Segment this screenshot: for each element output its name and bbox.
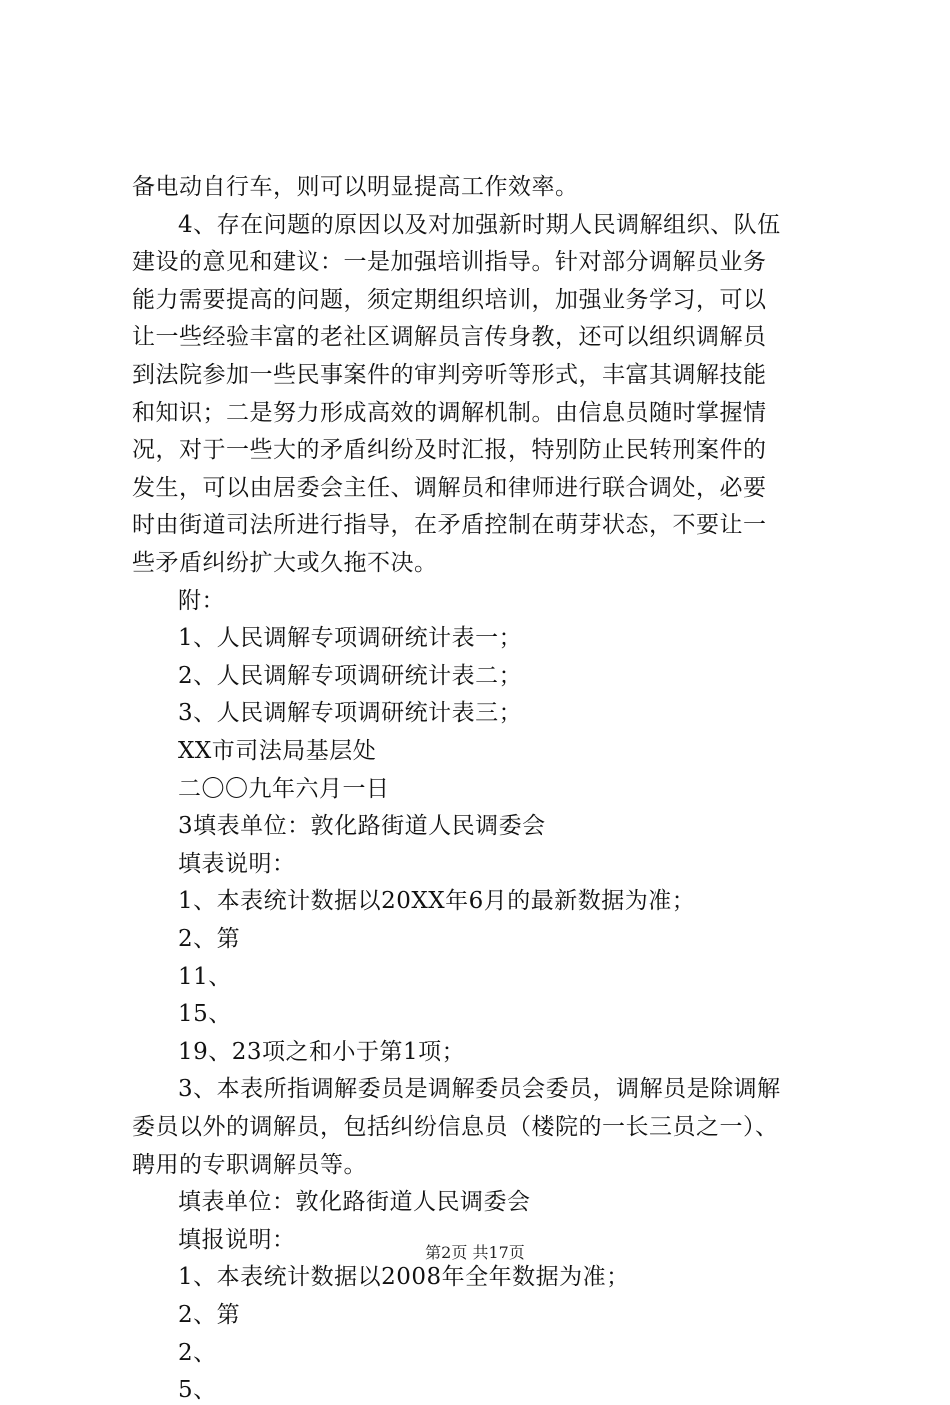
text-line: 3、本表所指调解委员是调解委员会委员，调解员是除调解 [178, 1076, 781, 1103]
text-line: 2、人民调解专项调研统计表二； [178, 662, 523, 689]
text-line: 些矛盾纠纷扩大或久拖不决。 [132, 550, 438, 576]
text-line: 让一些经验丰富的老社区调解员言传身教，还可以组织调解员 [132, 324, 767, 351]
text-line: 3填表单位：敦化路街道人民调委会 [178, 813, 546, 840]
text-line: 填报说明： [178, 1226, 296, 1253]
text-line: 建设的意见和建议：一是加强培训指导。针对部分调解员业务 [132, 249, 767, 276]
text-line: 19、23项之和小于第1项； [178, 1038, 466, 1065]
text-line: 备电动自行车，则可以明显提高工作效率。 [132, 174, 579, 200]
text-line: 发生，可以由居委会主任、调解员和律师进行联合调处，必要 [132, 474, 767, 501]
text-line: 填表单位：敦化路街道人民调委会 [178, 1189, 531, 1216]
text-line: 填表说明： [178, 850, 296, 877]
text-line: 1、本表统计数据以2008年全年数据为准； [178, 1264, 630, 1291]
text-line: XX市司法局基层处 [178, 738, 377, 764]
text-line: 聘用的专职调解员等。 [132, 1151, 367, 1178]
page-footer: 第2页 共17页 [425, 1243, 525, 1262]
text-line: 和知识；二是努力形成高效的调解机制。由信息员随时掌握情 [132, 399, 767, 426]
text-line: 到法院参加一些民事案件的审判旁听等形式，丰富其调解技能 [132, 362, 767, 388]
text-line: 况，对于一些大的矛盾纠纷及时汇报，特别防止民转刑案件的 [132, 437, 767, 464]
text-line: 2、第 [178, 1302, 241, 1328]
text-line: 能力需要提高的问题，须定期组织培训，加强业务学习，可以 [132, 286, 767, 313]
text-line: 1、本表统计数据以20XX年6月的最新数据为准； [178, 888, 696, 915]
text-line: 时由街道司法所进行指导，在矛盾控制在萌芽状态，不要让一 [132, 512, 767, 539]
text-line: 附： [178, 587, 225, 614]
text-line: 4、存在问题的原因以及对加强新时期人民调解组织、队伍 [178, 211, 781, 238]
text-line: 11、 [178, 963, 232, 990]
text-line: 二〇〇九年六月一日 [178, 775, 390, 802]
text-line: 1、人民调解专项调研统计表一； [178, 625, 523, 652]
text-line: 委员以外的调解员，包括纠纷信息员（楼院的一长三员之一）、 [132, 1114, 779, 1140]
text-line: 3、人民调解专项调研统计表三； [178, 700, 523, 727]
text-line: 2、第 [178, 926, 241, 952]
text-line: 15、 [178, 1001, 232, 1028]
text-line: 5、 [178, 1377, 217, 1404]
text-line: 2、 [178, 1339, 217, 1366]
